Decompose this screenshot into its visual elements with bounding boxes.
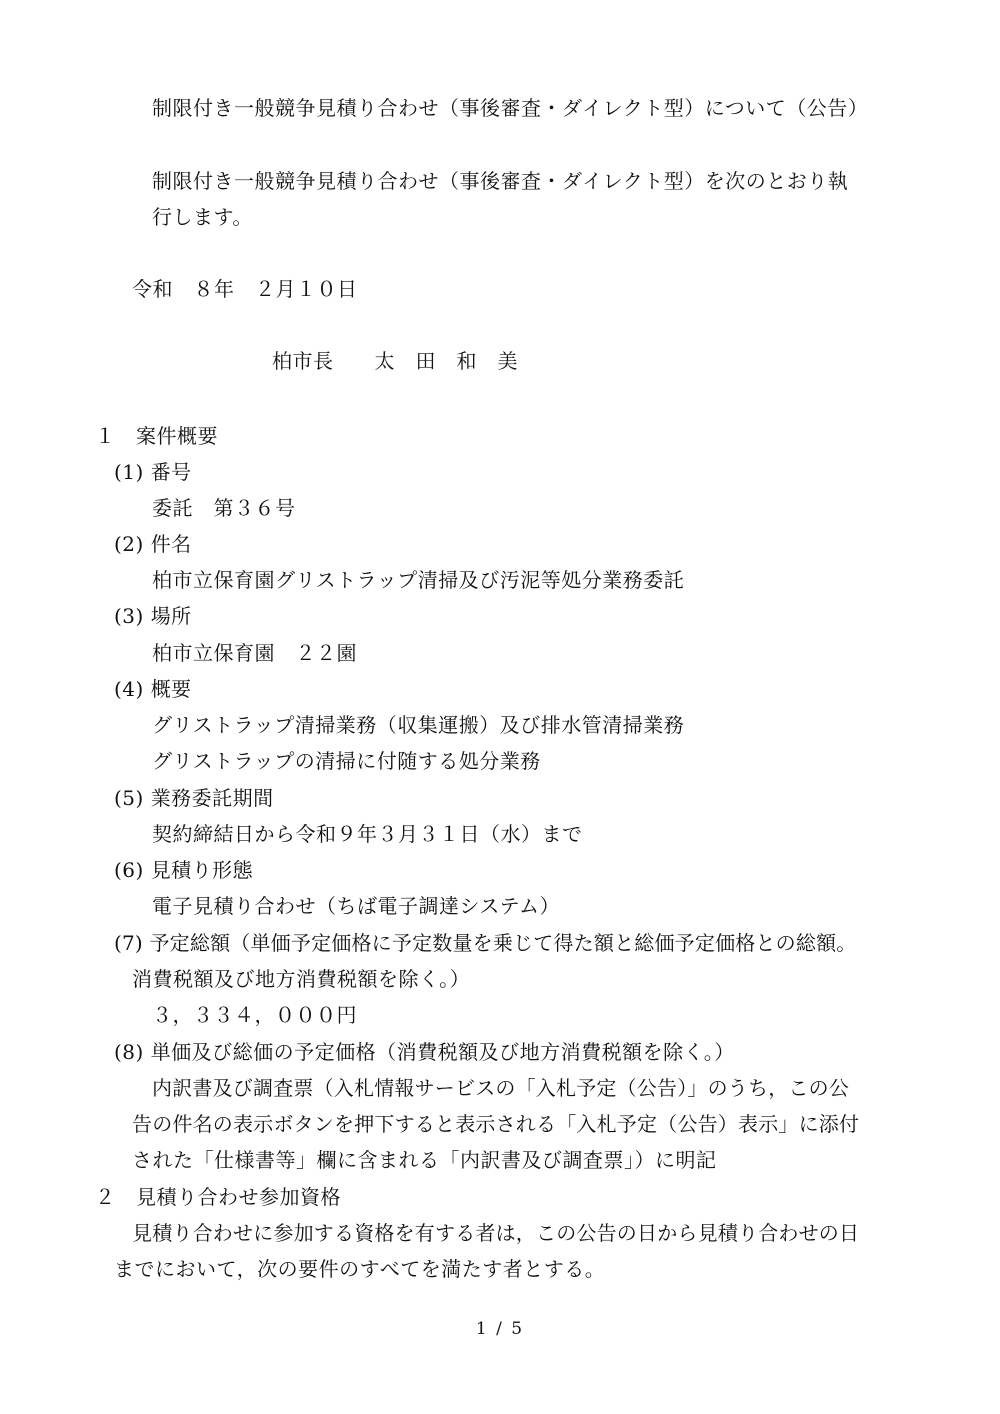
item-8-value-2: 告の件名の表示ボタンを押下すると表示される「入札予定（公告）表示」に添付 xyxy=(132,1112,860,1136)
item-2-label: (2) 件名 xyxy=(114,532,192,556)
section-2-text-2: までにおいて，次の要件のすべてを満たす者とする。 xyxy=(114,1257,606,1281)
item-7-amount: ３，３３４，０００円 xyxy=(152,1003,357,1027)
item-5-value: 契約締結日から令和９年３月３１日（水）まで xyxy=(152,822,583,846)
intro-line-2: 行します。 xyxy=(152,205,253,229)
item-3-label: (3) 場所 xyxy=(114,604,192,628)
item-6-value: 電子見積り合わせ（ちば電子調達システム） xyxy=(152,894,560,918)
issuer-name: 柏市長 太 田 和 美 xyxy=(272,349,518,373)
item-8-label: (8) 単価及び総価の予定価格（消費税額及び地方消費税額を除く。） xyxy=(114,1040,735,1064)
item-5-label: (5) 業務委託期間 xyxy=(114,786,274,810)
section-1-heading: １ 案件概要 xyxy=(95,424,218,448)
page-number: 1 / 5 xyxy=(475,1319,525,1339)
item-7-label: (7) 予定総額（単価予定価格に予定数量を乗じて得た額と総価予定価格との総額。 xyxy=(114,931,857,955)
announcement-date: 令和 ８年 ２月１０日 xyxy=(132,277,358,301)
item-4-value-1: グリストラップ清掃業務（収集運搬）及び排水管清掃業務 xyxy=(152,713,685,737)
item-1-label: (1) 番号 xyxy=(114,460,192,484)
item-4-value-2: グリストラップの清掃に付随する処分業務 xyxy=(152,749,541,773)
item-1-value: 委託 第３６号 xyxy=(152,496,296,520)
item-7-continuation: 消費税額及び地方消費税額を除く。） xyxy=(132,967,471,991)
intro-line-1: 制限付き一般競争見積り合わせ（事後審査・ダイレクト型）を次のとおり執 xyxy=(152,169,849,193)
item-8-value-1: 内訳書及び調査票（入札情報サービスの「入札予定（公告）」のうち，この公 xyxy=(152,1076,849,1100)
item-6-label: (6) 見積り形態 xyxy=(114,858,254,882)
document-title: 制限付き一般競争見積り合わせ（事後審査・ダイレクト型）について（公告） xyxy=(152,96,869,120)
item-4-label: (4) 概要 xyxy=(114,677,192,701)
section-2-heading: ２ 見積り合わせ参加資格 xyxy=(95,1185,341,1209)
section-2-text-1: 見積り合わせに参加する資格を有する者は，この公告の日から見積り合わせの日 xyxy=(132,1221,860,1245)
item-8-value-3: された「仕様書等」欄に含まれる「内訳書及び調査票」）に明記 xyxy=(132,1148,717,1172)
item-3-value: 柏市立保育園 ２２園 xyxy=(152,641,357,665)
item-2-value: 柏市立保育園グリストラップ清掃及び汚泥等処分業務委託 xyxy=(152,568,685,592)
